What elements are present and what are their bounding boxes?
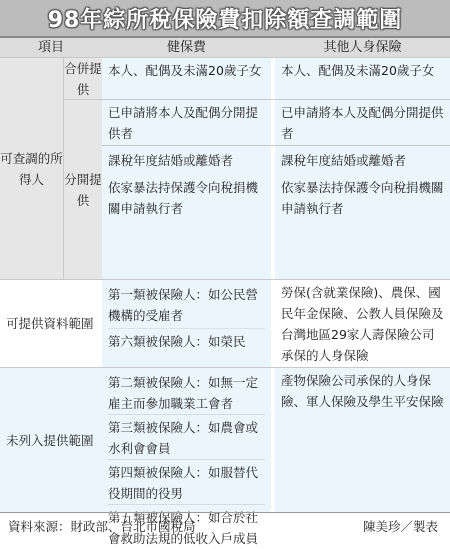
- separate-health-1: 已申請將本人及配偶分開提供者: [102, 100, 271, 146]
- label-excluded: 未列入提供範圍: [0, 368, 102, 512]
- separate-other-3: 依家暴法持保護令向稅捐機關申請執行者: [281, 180, 444, 216]
- header-item: 項目: [0, 38, 102, 58]
- source-note: 資料來源：財政部、台北市國稅局: [8, 518, 196, 534]
- excluded-health-1: 第二類被保險人：如無一定雇主而參加職業工會者: [108, 375, 259, 411]
- header-health: 健保費: [102, 38, 271, 58]
- excluded-other: 產物保險公司承保的人身保險、軍人保險及學生平安保險: [275, 368, 450, 512]
- provided-health-group: [102, 280, 271, 368]
- joint-other: 本人、配偶及未滿20歲子女: [275, 58, 450, 100]
- separate-health-3: 依家暴法持保護令向稅捐機關申請執行者: [108, 180, 259, 216]
- label-provided: 可提供資料範圍: [0, 280, 102, 368]
- footer: [0, 512, 450, 538]
- separate-other-1: 已申請將本人及配偶分開提供者: [275, 100, 450, 146]
- label-queryable: 可查調的所得人: [0, 58, 64, 280]
- separate-health-2: 課稅年度結婚或離婚者: [108, 153, 234, 168]
- title-bar: [0, 0, 450, 38]
- label-joint: 合併提供: [64, 58, 102, 100]
- excluded-health-3: 第四類被保險人：如服替代役期間的役男: [108, 459, 265, 504]
- provided-health-1: 第一類被保險人：如公民營機構的受雇者: [108, 287, 259, 323]
- page-title: 98年綜所稅保險費扣除額查調範圍: [47, 7, 403, 33]
- provided-other: 勞保(含就業保險)、農保、國民年金保險、公教人員保險及台灣地區29家人壽保險公司承保的人身保險: [275, 280, 450, 368]
- label-separate: 分開提供: [64, 100, 102, 280]
- excluded-health-4: 第五類被保險人：如合於社會救助法規的低收入戶成員: [108, 504, 265, 549]
- excluded-health-2: 第三類被保險人：如農會或水利會會員: [108, 414, 265, 459]
- joint-health: 本人、配偶及未滿20歲子女: [102, 58, 271, 100]
- provided-health-2: 第六類被保險人：如榮民: [108, 328, 265, 352]
- credit-note: 陳美珍／製表: [362, 518, 438, 534]
- separate-other-2-group: [275, 146, 450, 280]
- separate-other-2: 課稅年度結婚或離婚者: [281, 153, 407, 168]
- separate-health-2-group: [102, 146, 271, 280]
- header-other: 其他人身保險: [275, 38, 450, 58]
